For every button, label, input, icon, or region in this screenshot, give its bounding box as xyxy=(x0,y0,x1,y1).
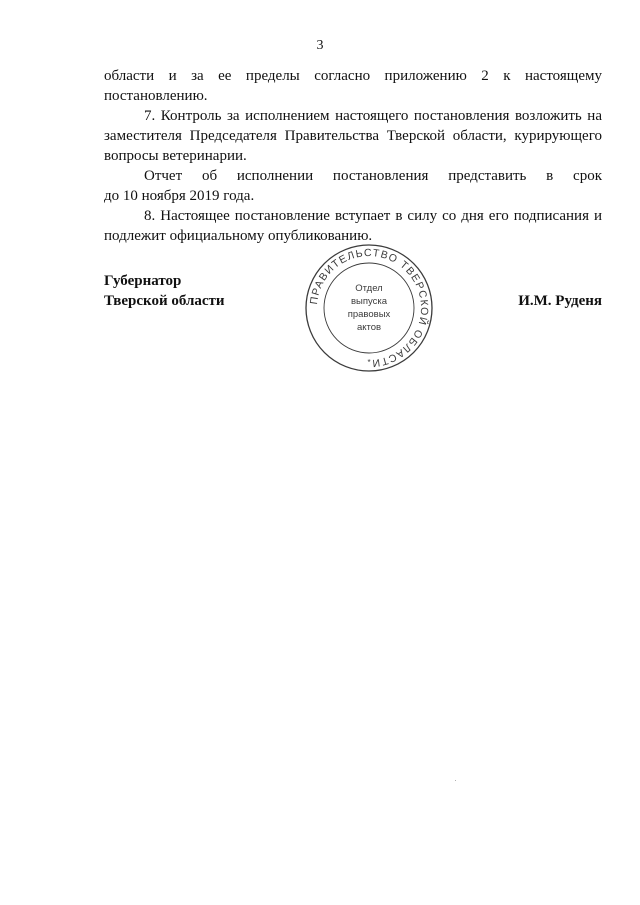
paragraph-8: 8. Настоящее постановление вступает в силу со дня его подписания и подлежит официальному опубликованию. xyxy=(104,208,602,244)
page-number: 3 xyxy=(316,38,324,53)
seal-center-line-2: выпуска xyxy=(350,296,388,307)
signatory-title-line-2: Тверской области xyxy=(104,293,225,309)
seal-graphic xyxy=(302,241,436,375)
paragraph-report-line-2: до 10 ноября 2019 года. xyxy=(104,188,255,204)
seal-center-line-1: Отдел xyxy=(355,283,383,294)
scan-speck xyxy=(455,780,456,781)
signatory-title-line-1: Губернатор xyxy=(104,273,182,289)
document-body xyxy=(104,66,602,246)
seal-star: * xyxy=(367,358,371,367)
seal-center-line-4: актов xyxy=(356,322,382,333)
signatory-title xyxy=(104,271,225,311)
paragraph-7: 7. Контроль за исполнением настоящего постановления возложить на заместителя Председателя Правительства Тверской области, курирующего вопросы ветеринарии. xyxy=(104,108,602,164)
paragraph-1-line-1: области и за ее пределы согласно приложению 2 к настоящему xyxy=(104,68,602,84)
signatory-name: И.М. Руденя xyxy=(518,293,602,309)
paragraph-1-line-2: постановлению. xyxy=(104,88,208,104)
seal-outer-ring xyxy=(306,245,432,371)
official-seal xyxy=(302,241,436,375)
seal-ring-text: ПРАВИТЕЛЬСТВО ТВЕРСКОЙ ОБЛАСТИ xyxy=(308,246,431,370)
seal-inner-ring xyxy=(324,263,414,353)
paragraph-report-line-1: Отчет об исполнении постановления представить в срок xyxy=(144,168,602,184)
seal-center-line-3: правовых xyxy=(347,309,391,320)
